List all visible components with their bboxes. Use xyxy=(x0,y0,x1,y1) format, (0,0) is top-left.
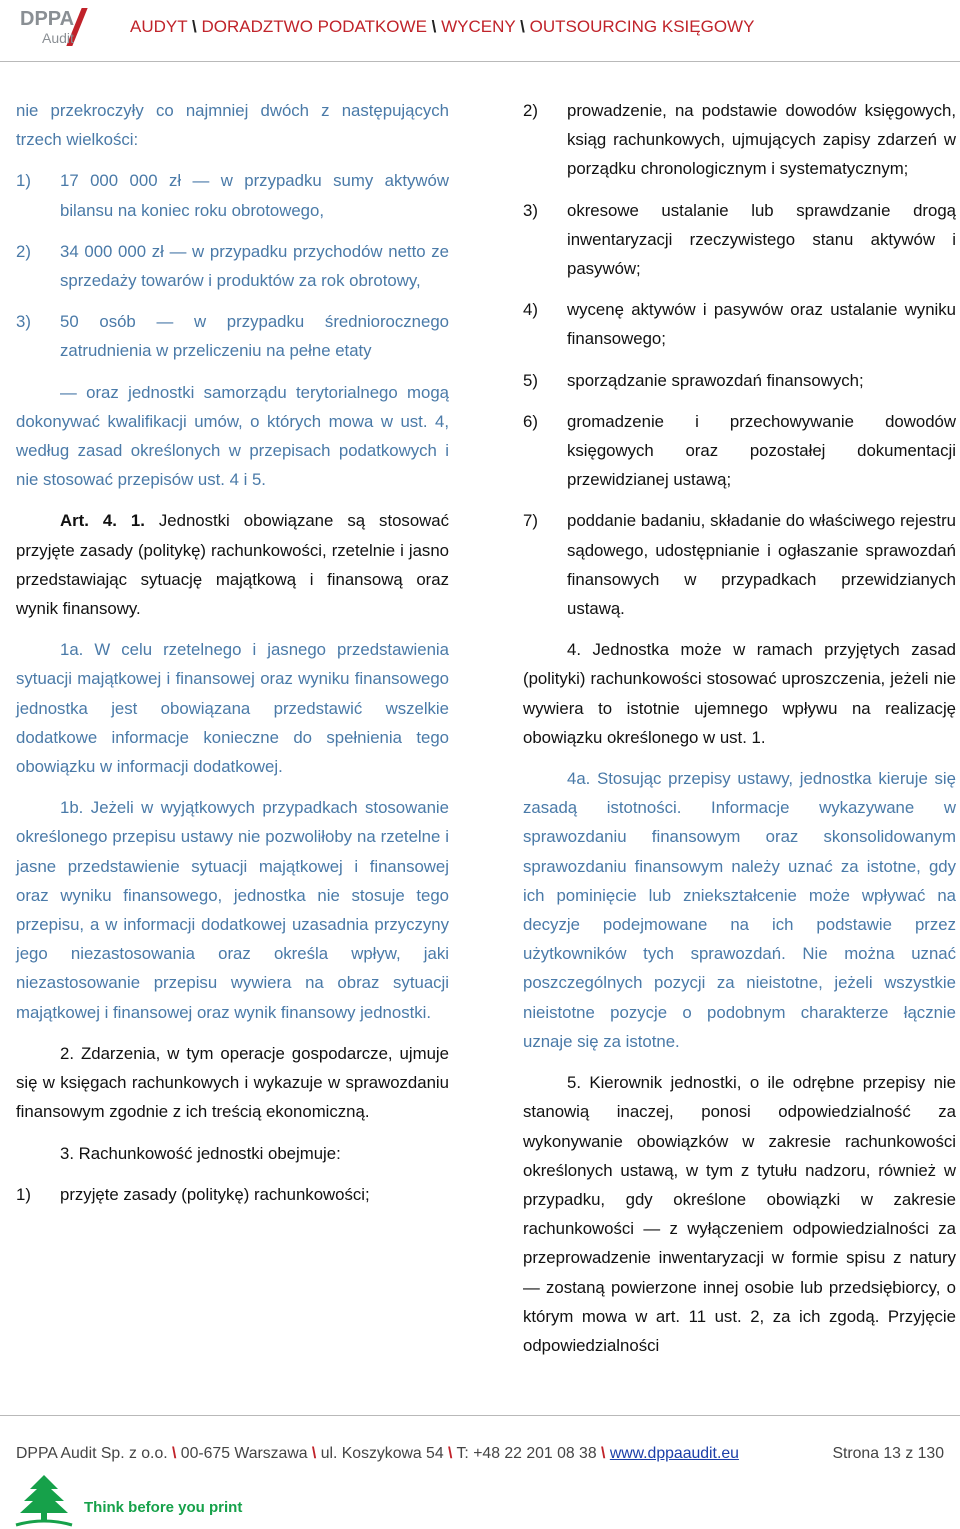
list-item xyxy=(523,506,956,623)
list-text: 17 000 000 zł — w przypadku sumy aktywów bilansu na koniec roku obrotowego, xyxy=(60,171,449,220)
list-item xyxy=(523,407,956,495)
header-separator: \ xyxy=(192,17,197,36)
paragraph-4: 4. Jednostka może w ramach przyjętych zasad (polityki) rachunkowości stosować uproszczenia, jeżeli nie wywiera to istotnie ujemnego wpływu na realizację obowiązku określonego w ust. 1. xyxy=(523,640,956,747)
paragraph-3: 3. Rachunkowość jednostki obejmuje: xyxy=(60,1143,341,1163)
list-number: 3) xyxy=(523,200,538,220)
list-number: 4) xyxy=(523,300,538,320)
list-number: 6) xyxy=(523,411,538,431)
footer-phone: T: +48 22 201 08 38 xyxy=(456,1445,597,1462)
header-services xyxy=(130,17,754,37)
service-outsourcing: OUTSOURCING KSIĘGOWY xyxy=(529,17,755,36)
list-text: gromadzenie i przechowywanie dowodów księgowych oraz pozostałej dokumentacji przewidzianej ustawą; xyxy=(567,411,956,490)
right-column xyxy=(523,96,956,1372)
list-text: okresowe ustalanie lub sprawdzanie drogą inwentaryzacji rzeczywistego stanu aktywów i pasywów; xyxy=(567,200,956,279)
dppa-logo xyxy=(20,6,100,50)
paragraph-2: 2. Zdarzenia, w tym operacje gospodarcze, ujmuje się w księgach rachunkowych i wykazuje w sprawozdaniu finansowym zgodnie z ich treścią ekonomiczną. xyxy=(16,1043,449,1122)
logo-text-bottom: Audit xyxy=(42,30,74,46)
list-item xyxy=(523,196,956,284)
service-tax-advisory: DORADZTWO PODATKOWE xyxy=(201,17,427,36)
article-4-paragraph-1: Art. 4. 1. Jednostki obowiązane są stosować przyjęte zasady (politykę) rachunkowości, rzetelnie i jasno przedstawiając sytuację majątkową i finansową oraz wynik finansowy. xyxy=(16,511,450,619)
list-item xyxy=(523,96,956,184)
footer-address: 00-675 Warszawa xyxy=(180,1445,308,1462)
list-text: 50 osób — w przypadku średniorocznego zatrudnienia w przeliczeniu na pełne etaty xyxy=(60,312,449,361)
service-valuations: WYCENY xyxy=(441,17,516,36)
footer-separator: \ xyxy=(448,1445,453,1462)
slogan: Think before you print xyxy=(84,1499,243,1516)
paragraph-1b: 1b. Jeżeli w wyjątkowych przypadkach stosowanie określonego przepisu ustawy nie pozwoliłoby na rzetelne i jasne przedstawienie sytuacji majątkowej i finansowej oraz wyniku finansowego, jednostka nie stosuje tego przepisu, a w informacji dodatkowej uzasadnia przyczyny jego niezastosowania oraz określa wpływ, jaki niezastosowanie przepisu wywiera na obraz sytuacji majątkowej i finansowej oraz wynik finansowy jednostki. xyxy=(16,798,449,1022)
list-text: sporządzanie sprawozdań finansowych; xyxy=(567,370,864,390)
footer-street: ul. Koszykowa 54 xyxy=(320,1445,444,1462)
paragraph-oraz: — oraz jednostki samorządu terytorialnego mogą dokonywać kwalifikacji umów, o których mowa w ust. 4, według zasad określonych w przepisach podatkowych i nie stosować przepisów ust. 4 i 5. xyxy=(16,382,449,490)
list-item xyxy=(523,295,956,353)
tree-icon xyxy=(14,1473,74,1527)
footer-separator: \ xyxy=(311,1445,317,1462)
list-number: 1) xyxy=(16,171,31,191)
footer-company: DPPA Audit Sp. z o.o. xyxy=(16,1445,168,1462)
service-audit: AUDYT xyxy=(130,17,188,36)
page-footer xyxy=(0,1415,960,1529)
header-separator: \ xyxy=(431,17,437,36)
page-number: Strona 13 z 130 xyxy=(832,1445,944,1462)
footer-divider xyxy=(0,1415,960,1416)
left-column xyxy=(16,96,449,1221)
header-separator: \ xyxy=(520,17,525,36)
paragraph-5: 5. Kierownik jednostki, o ile odrębne przepisy nie stanowią inaczej, ponosi odpowiedzialność za wykonywanie obowiązków w zakresie rachunkowości określonych ustawą, w tym z tytułu nadzoru, również w przypadku, gdy określone obowiązki w zakresie rachunkowości — z wyłączeniem odpowiedzialności za przeprowadzenie inwentaryzacji w formie spisu z natury — zostaną powierzone innej osobie lub przedsiębiorcy, o którym mowa w art. 11 ust. 2, za ich zgodą. Przyjęcie odpowiedzialności xyxy=(523,1073,956,1355)
list-number: 5) xyxy=(523,370,538,390)
footer-website-link[interactable]: www.dppaaudit.eu xyxy=(609,1445,739,1462)
paragraph-4a: 4a. Stosując przepisy ustawy, jednostka kieruje się zasadą istotności. Informacje wykazywane w sprawozdaniu finansowym oraz skonsolidowanym sprawozdaniu finansowym należy uznać za istotne, gdy ich pominięcie lub zniekształcenie może wpływać na decyzje podejmowane na ich podstawie przez użytkowników tych sprawozdań. Nie można uznać poszczególnych pozycji za nieistotne, jeżeli wszystkie nieistotne pozycje o podobnym charakterze łącznie uznaje się za istotne. xyxy=(523,769,956,1051)
article-label: Art. 4. 1. xyxy=(60,511,145,531)
logo-text-top: DPPA xyxy=(20,8,75,30)
list-text: wycenę aktywów i pasywów oraz ustalanie wyniku finansowego; xyxy=(567,300,956,349)
list-item xyxy=(16,307,449,365)
list-number: 2) xyxy=(16,241,31,261)
footer-separator: \ xyxy=(601,1445,606,1462)
list-item xyxy=(523,366,956,395)
footer-separator: \ xyxy=(172,1445,177,1462)
header-divider xyxy=(0,61,960,62)
list-number: 3) xyxy=(16,312,31,332)
list-text: poddanie badaniu, składanie do właściwego rejestru sądowego, udostępnianie i ogłaszanie sprawozdań finansowych w przypadkach przewidzianych ustawą. xyxy=(567,511,956,619)
list-number: 7) xyxy=(523,511,538,531)
list-text: prowadzenie, na podstawie dowodów księgowych, ksiąg rachunkowych, ujmujących zapisy zdarzeń w porządku chronologicznym i systematycznym; xyxy=(567,101,956,179)
list-text: 34 000 000 zł — w przypadku przychodów netto ze sprzedaży towarów i produktów za rok obrotowy, xyxy=(60,241,449,291)
list-number: 1) xyxy=(16,1184,31,1204)
list-item xyxy=(16,237,449,295)
list-item xyxy=(16,1180,449,1209)
intro-paragraph: nie przekroczyły co najmniej dwóch z następujących trzech wielkości: xyxy=(16,101,449,150)
list-item xyxy=(16,166,449,224)
list-number: 2) xyxy=(523,101,538,120)
footer-contact xyxy=(16,1445,739,1463)
page-header xyxy=(0,0,960,62)
list-text: przyjęte zasady (politykę) rachunkowości; xyxy=(60,1184,370,1204)
paragraph-1a: 1a. W celu rzetelnego i jasnego przedstawienia sytuacji majątkowej i finansowej oraz wyniku finansowego jednostka jest obowiązana przedstawić wszelkie dodatkowe informacje konieczne do spełnienia tego obowiązku w informacji dodatkowej. xyxy=(16,640,449,777)
